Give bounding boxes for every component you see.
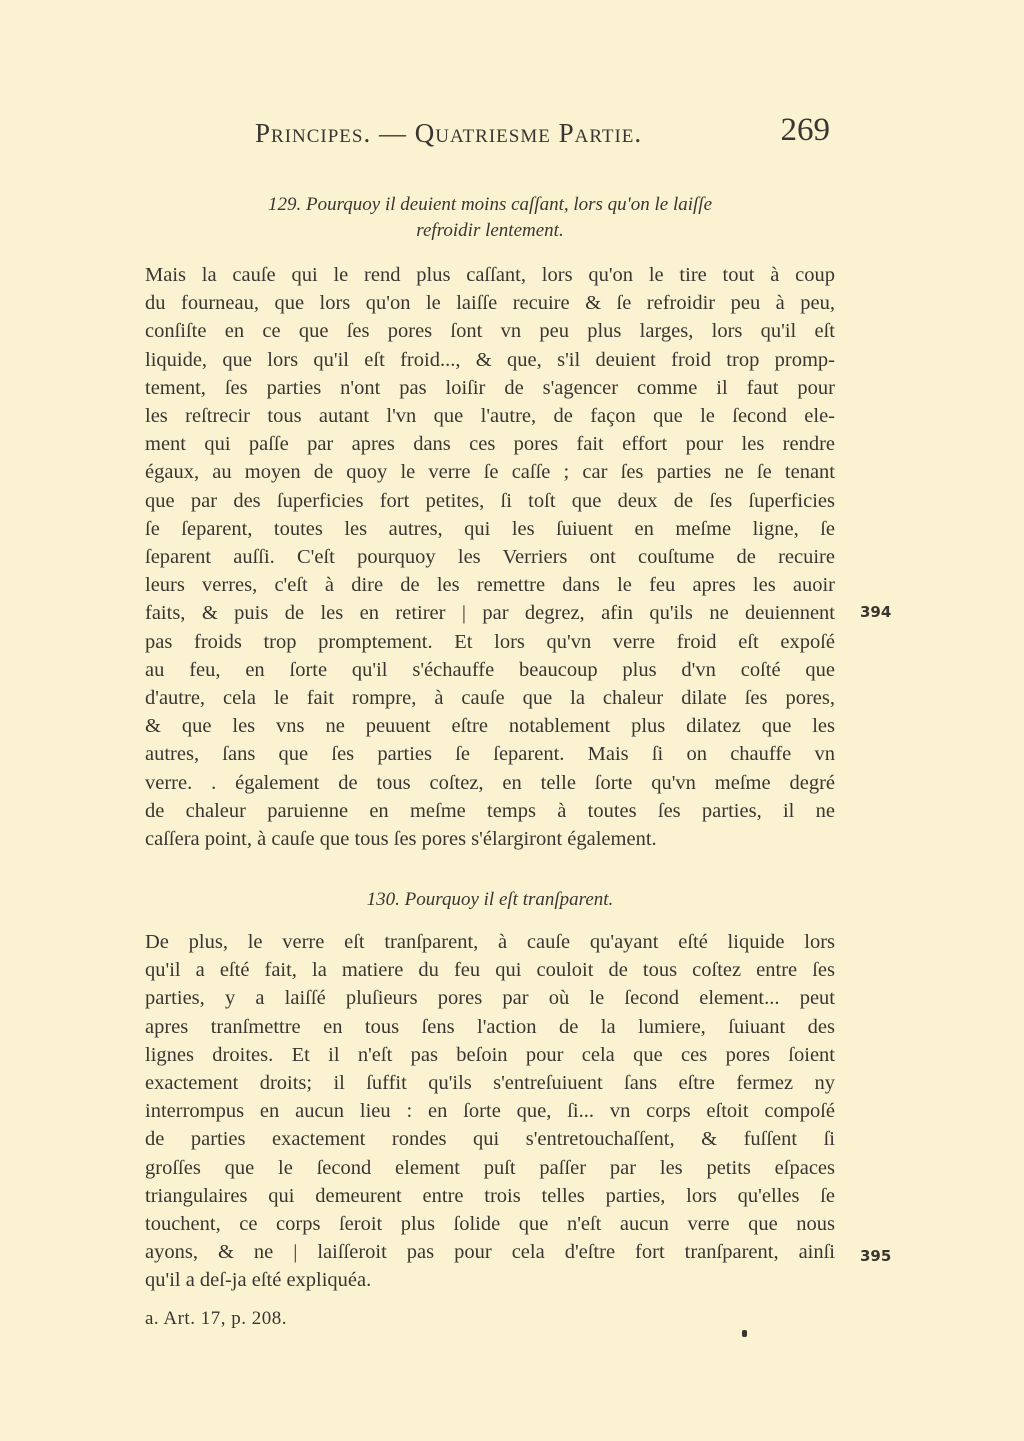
text-line: pas froids trop promptement. Et lors qu'vn verre froid eſt expoſé xyxy=(145,630,835,653)
text-line: qu'il a deſ-ja eſté expliquéa. xyxy=(145,1269,372,1292)
text-line: autres, ſans que ſes parties ſe ſeparent. Mais ſi on chauffe vn xyxy=(145,743,835,766)
text-line: exactement droits; il ſuffit qu'ils s'entreſuiuent ſans eſtre fermez ny xyxy=(145,1072,835,1095)
text-line: qu'il a eſté fait, la matiere du feu qui couloit de tous coſtez entre ſes xyxy=(145,959,835,982)
text-line: caſſera point, à cauſe que tous ſes pores s'élargiront également. xyxy=(145,828,657,851)
text-line: conſiſte en ce que ſes pores ſont vn peu plus larges, lors qu'il eſt xyxy=(145,320,835,343)
text-line: lignes droites. Et il n'eſt pas beſoin pour cela que ces pores ſoient xyxy=(145,1043,835,1066)
running-header xyxy=(255,112,830,156)
section-129-paragraph xyxy=(145,261,835,853)
marginal-page-ref: 395 xyxy=(860,1247,892,1265)
text-line: ayons, & ne | laiſſeroit pas pour cela d'eſtre fort tranſparent, ainſi xyxy=(145,1241,835,1264)
page-number: 269 xyxy=(780,112,830,148)
text-line: de chaleur paruienne en meſme temps à toutes ſes parties, il ne xyxy=(145,799,835,822)
heading-line: refroidir lentement. xyxy=(416,220,564,241)
text-line: ſeparent auſſi. C'eſt pourquoy les Verriers ont couſtume de recuire xyxy=(145,546,835,569)
text-line: ſe ſeparent, toutes les autres, qui les ſuiuent en meſme ligne, ſe xyxy=(145,517,835,540)
text-line: faits, & puis de les en retirer | par degrez, afin qu'ils ne deuiennent xyxy=(145,602,835,625)
section-130-heading: 130. Pourquoy il eſt tranſparent. xyxy=(366,889,614,910)
text-line: & que les vns ne peuuent eſtre notablement plus dilatez que les xyxy=(145,715,835,738)
text-line: De plus, le verre eſt tranſparent, à cauſe qu'ayant eſté liquide lors xyxy=(145,931,835,953)
section-129-heading xyxy=(145,192,835,244)
text-line: d'autre, cela le fait rompre, à cauſe que la chaleur dilate ſes pores, xyxy=(145,687,835,710)
text-line: égaux, au moyen de quoy le verre ſe caſſe ; car ſes parties ne ſe tenant xyxy=(145,461,835,484)
text-line: que par des ſuperficies fort petites, ſi toſt que deux de ſes ſuperficies xyxy=(145,489,835,512)
marginal-page-ref: 394 xyxy=(860,603,892,621)
text-line: groſſes que le ſecond element puſt paſſer par les petits eſpaces xyxy=(145,1156,835,1179)
heading-line: 129. Pourquoy il deuient moins caſſant, lors qu'on le laiſſe xyxy=(267,194,712,215)
text-line: liquide, que lors qu'il eſt froid..., & que, s'il deuient froid trop promp- xyxy=(145,348,835,371)
text-line: parties, y a laiſſé pluſieurs pores par où le ſecond element... peut xyxy=(145,987,835,1010)
footnote: a. Art. 17, p. 208. xyxy=(145,1308,287,1329)
text-line: triangulaires qui demeurent entre trois telles parties, lors qu'elles ſe xyxy=(145,1184,835,1207)
text-line: de parties exactement rondes qui s'entretouchaſſent, & fuſſent ſi xyxy=(145,1128,835,1151)
text-line: les reſtrecir tous autant l'vn que l'autre, de façon que le ſecond ele- xyxy=(145,405,835,428)
text-line: leurs verres, c'eſt à dire de les remettre dans le feu apres les auoir xyxy=(145,574,835,597)
section-130-paragraph xyxy=(145,928,835,1295)
header-title: Principes. — Quatriesme Partie. xyxy=(255,118,643,148)
text-line: touchent, ce corps ſeroit plus ſolide que n'eſt aucun verre que nous xyxy=(145,1213,835,1236)
text-line: tement, ſes parties n'ont pas loiſir de s'agencer comme il faut pour xyxy=(145,376,835,399)
text-line: au feu, en ſorte qu'il s'échauffe beaucoup plus d'vn coſté que xyxy=(145,658,835,681)
text-line: du fourneau, que lors qu'on le laiſſe recuire & ſe refroidir peu à peu, xyxy=(145,292,835,315)
text-line: apres tranſmettre en tous ſens l'action de la lumiere, ſuiuant des xyxy=(145,1015,835,1038)
ink-speck xyxy=(742,1330,747,1337)
text-line: Mais la cauſe qui le rend plus caſſant, lors qu'on le tire tout à coup xyxy=(145,264,835,286)
text-line: interrompus en aucun lieu : en ſorte que, ſi... vn corps eſtoit compoſé xyxy=(145,1100,835,1123)
text-line: verre. . également de tous coſtez, en telle ſorte qu'vn meſme degré xyxy=(145,771,835,794)
text-line: ment qui paſſe par apres dans ces pores fait effort pour les rendre xyxy=(145,433,835,456)
